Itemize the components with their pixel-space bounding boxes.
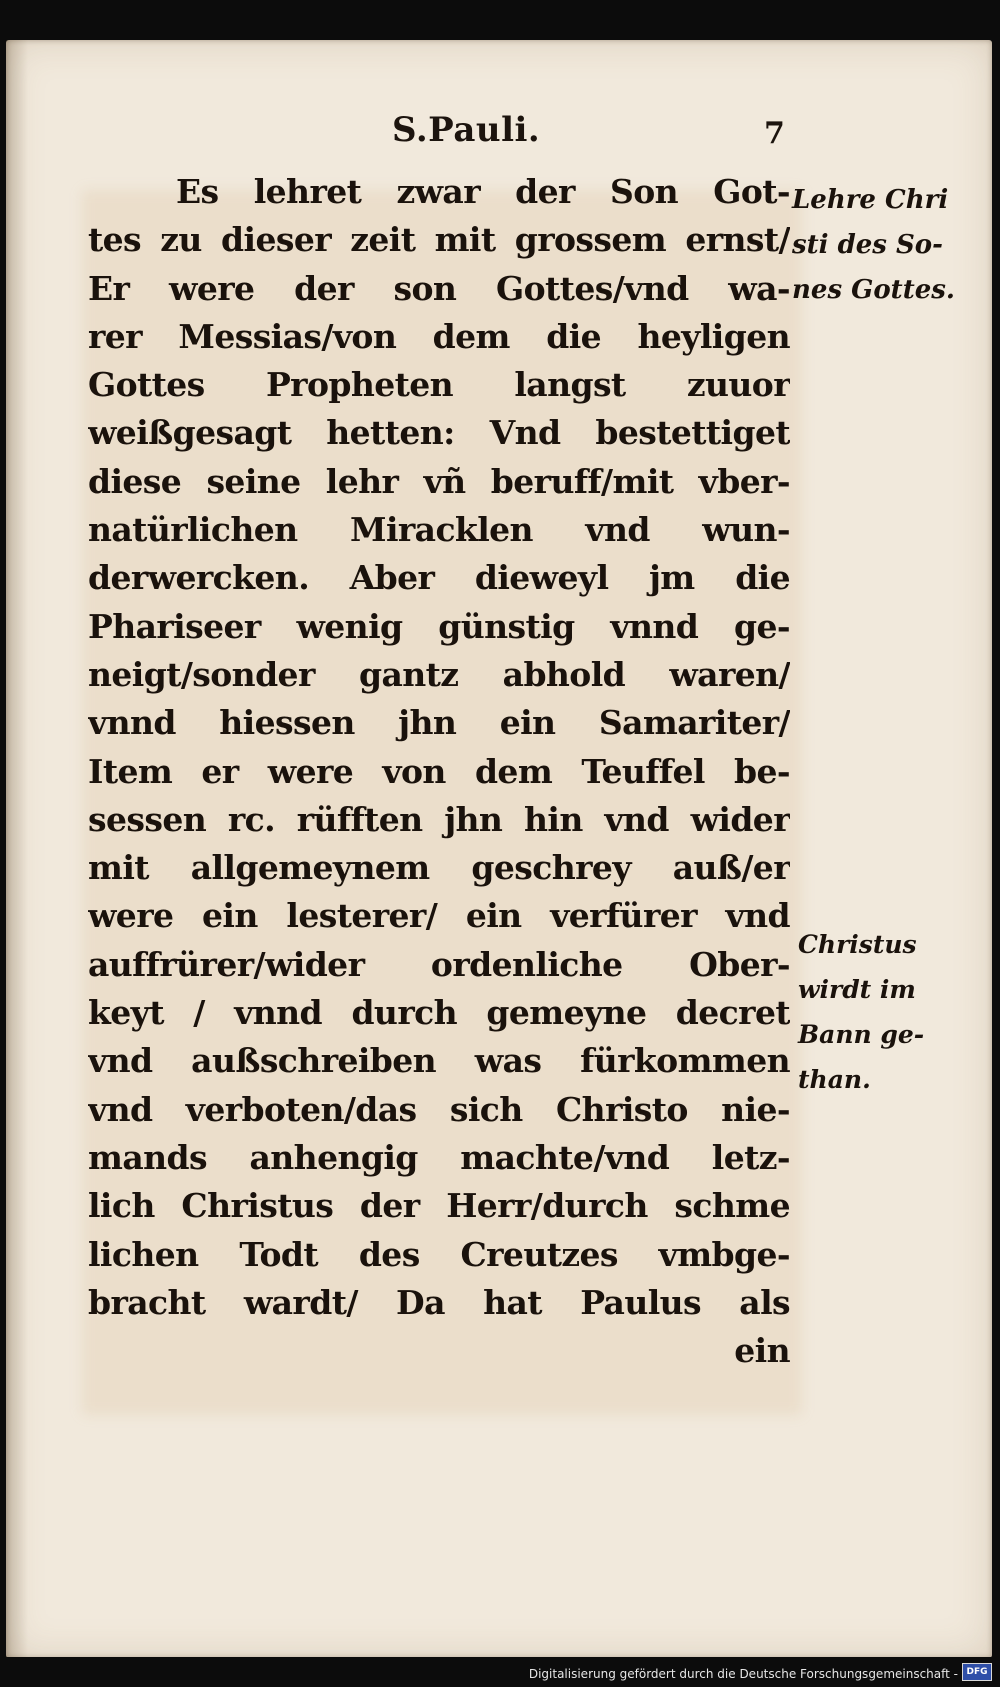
margin-note-line: nes Gottes. [792,275,955,305]
text-line: Phariseer wenig günstig vnnd ge- [88,606,790,646]
funding-credit: Digitalisierung gefördert durch die Deutsche Forschungsgemeinschaft - [528,1667,958,1681]
text-line: Er were der son Gottes/vnd wa- [88,268,790,308]
page-number: 7 [764,116,785,151]
margin-note-line: than. [798,1065,871,1094]
text-line: tes zu dieser zeit mit grossem ernst/ [88,220,790,260]
text-line: vnd verboten/das sich Christo nie- [88,1089,790,1129]
text-line: auffrürer/wider ordenliche Ober- [88,944,790,984]
text-line: Item er were von dem Teuffel be- [88,751,790,791]
text-line: neigt/sonder gantz abhold waren/ [88,654,790,694]
text-line: keyt / vnnd durch gemeyne decret [88,993,790,1033]
text-line: natürlichen Miracklen vnd wun- [88,510,790,550]
text-line: lich Christus der Herr/durch schme [88,1186,790,1226]
text-line: Gottes Propheten langst zuuor [88,365,790,405]
dfg-logo: DFG [962,1663,992,1681]
main-text-block [88,168,790,1375]
margin-note-line: Christus [798,930,917,959]
margin-note-bann [798,922,924,1102]
margin-note-lehre [792,178,955,313]
text-line: mit allgemeynem geschrey auß/er [88,848,790,888]
catchword: ein [734,1331,790,1371]
margin-note-line: Bann ge- [798,1020,925,1049]
text-line: rer Messias/von dem die heyligen [88,316,790,356]
text-line: vnnd hiessen jhn ein Samariter/ [88,703,790,743]
text-line: weißgesagt hetten: Vnd bestettiget [88,413,790,453]
text-line: mands anhengig machte/vnd letz- [88,1137,790,1177]
footer-bar [0,1657,1000,1687]
text-line: vnd außschreiben was fürkommen [88,1041,790,1081]
margin-note-line: wirdt im [798,975,916,1004]
text-line: bracht wardt/ Da hat Paulus als [88,1282,790,1322]
text-line: derwercken. Aber dieweyl jm die [88,558,790,598]
text-line: lichen Todt des Creutzes vmbge- [88,1234,790,1274]
text-line: sessen rc. rüfften jhn hin vnd wider [88,799,790,839]
margin-note-line: Lehre Chri [792,185,949,215]
text-line: were ein lesterer/ ein verfürer vnd [88,896,790,936]
text-line: diese seine lehr vñ beruff/mit vber- [88,461,790,501]
running-head: S.Pauli. [392,110,541,150]
text-line: Es lehret zwar der Son Got- [176,172,790,211]
margin-note-line: sti des So- [792,230,943,260]
